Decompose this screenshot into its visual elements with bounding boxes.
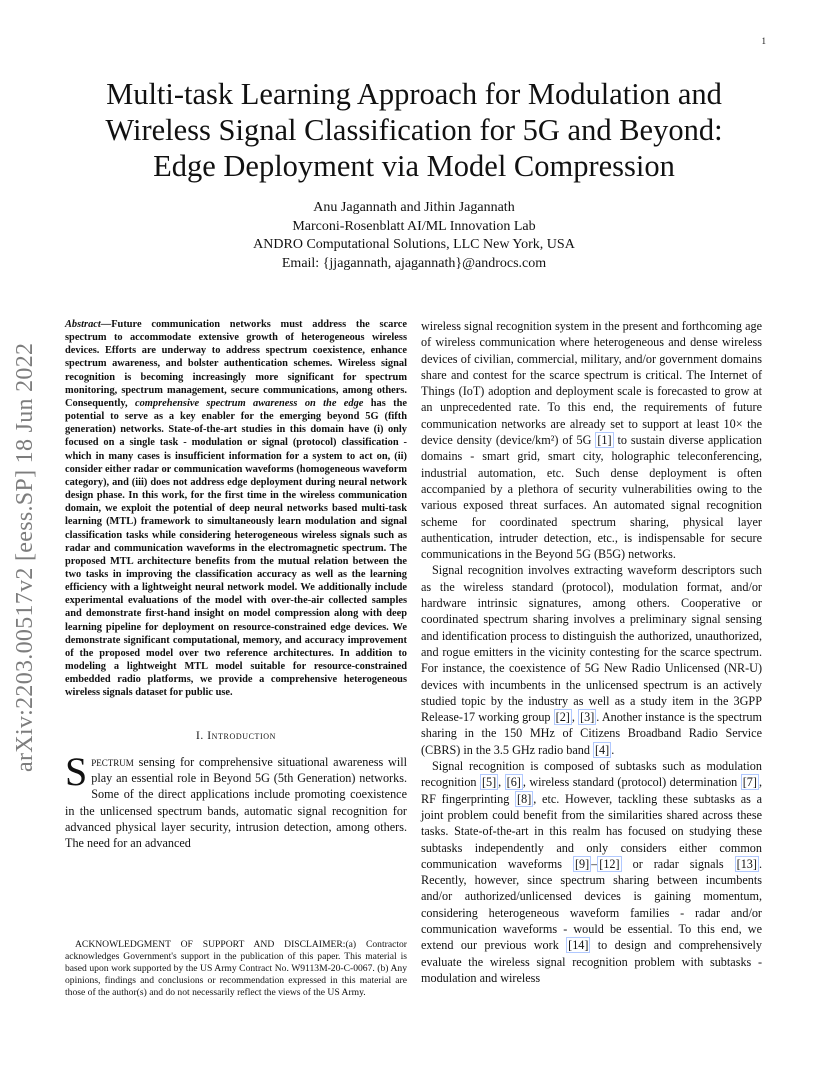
citation-link[interactable]: [12]	[599, 856, 620, 871]
abstract-emphasis: comprehensive spectrum awareness on the edge	[135, 397, 364, 409]
citation-link[interactable]: [5]	[481, 775, 497, 790]
text-run: , wireless standard (protocol) determination	[522, 775, 741, 790]
title-line: Edge Deployment via Model Compression	[153, 149, 675, 183]
intro-caps: pectrum	[91, 754, 134, 769]
text-run: .	[611, 742, 615, 757]
citation-link[interactable]: [7]	[742, 775, 757, 790]
footnote-acknowledgment: ACKNOWLEDGMENT OF SUPPORT AND DISCLAIMER:(a) Contractor acknowledges Government's support in the publication of this paper. This material is based upon work supported by the US Army Contract No. W9113M-20-C-0067. (b) Any opinions, findings and conclusions or recommendation expressed in this material are those of the author(s) and do not necessarily reflect the views of the US Army.	[65, 939, 407, 998]
text-run: , RF fingerprinting	[421, 775, 762, 806]
title-line: Wireless Signal Classification for 5G and Beyond:	[105, 113, 723, 147]
author-block	[40, 199, 788, 273]
citation-link[interactable]: [3]	[580, 710, 595, 725]
author-company: ANDRO Computational Solutions, LLC New York, USA	[253, 237, 575, 252]
arxiv-stamp: arXiv:2203.00517v2 [eess.SP] 18 Jun 2022	[12, 342, 38, 772]
abstract	[65, 318, 407, 700]
section-heading-introduction: I. Introduction	[195, 729, 277, 742]
text-run: wireless signal recognition system in the present and forthcoming age of wireless communication where heterogeneous and dense wireless devices of civilian, commercial, military, and/or government domains share and contest for the scarce spectrum is critical. The Internet of Things (IoT) adoption and deployment scale is forecasted to grow at an unprecedented rate. To this end, the requirements of future communication networks are already set to support at least 10× the device density (device/km²) of 5G	[421, 319, 762, 448]
intro-text: sensing for comprehensive situational awareness will play an essential role in Beyond 5G (5th Generation) networks. Some of the direct applications include promoting coexistence in the unlicensed spectrum bands, automatic signal recognition for advanced physical layer security, intrusion detection, among others. The need for an advanced	[65, 754, 407, 851]
body-paragraph	[421, 562, 762, 758]
left-column	[65, 318, 407, 852]
text-run: ,	[498, 775, 505, 790]
citation-link[interactable]: [14]	[568, 938, 589, 953]
text-run: to design and comprehensively evaluate the wireless signal recognition problem with subtasks - modulation and wireless	[421, 938, 762, 985]
page-number: 1	[761, 36, 766, 46]
citation-link[interactable]: [6]	[506, 775, 521, 790]
text-run: . Recently, however, since spectrum sharing between incumbents and/or authorized/unlicensed devices is gaining momentum, considering heterogeneous waveform families - radar and/or communication waveforms - would be essential. To this end, we extend our previous work	[421, 856, 762, 953]
citation-link[interactable]: [2]	[555, 710, 570, 725]
right-column	[421, 318, 762, 986]
text-run: or radar signals	[621, 856, 735, 871]
text-run: . Another instance is the spectrum sharing in the 150 MHz of Citizens Broadband Radio Service (CBRS) in the 3.5 GHz radio band	[421, 710, 762, 757]
citation-link[interactable]: [13]	[736, 856, 757, 871]
text-run: –	[591, 856, 598, 871]
citation-link[interactable]: [8]	[517, 791, 532, 806]
author-names: Anu Jagannath and Jithin Jagannath	[313, 200, 515, 215]
citation-link[interactable]: [1]	[597, 433, 612, 448]
citation-link[interactable]: [4]	[594, 742, 610, 757]
text-run: Signal recognition involves extracting waveform descriptors such as the wireless standard (protocol), modulation format, and/or hardware intrinsic signatures, among others. Cooperative or coordinated spectrum sharing involves a preliminary signal sensing and identification process to distinguish the authorized, unauthorized, and rogue emitters in the vicinity contesting for the scarce spectrum. For instance, the coexistence of 5G New Radio Unlicensed (NR-U) devices with incumbents in the unlicensed spectrum is an actively studied topic by the industry as well as a study item in the 3GPP Release-17 working group	[421, 563, 762, 725]
paper-title	[40, 76, 788, 184]
body-paragraph	[421, 758, 762, 986]
drop-cap: S	[65, 748, 88, 794]
abstract-text-2: has the potential to serve as a key enabler for the emerging beyond 5G (fifth generation) networks. State-of-the-art studies in this domain have (i) only focused on a single task - modulation or signal (protocol) classification - which in many cases is insufficient information for a system to act on, (ii) consider either radar or communication waveforms (homogeneous waveform category), and (iii) does not address edge deployment during neural network design phase. In this work, for the first time in the wireless communication domain, we exploit the potential of deep neural networks based multi-task learning (MTL) framework to simultaneously learn modulation and signal classification tasks while considering heterogeneous wireless signals such as radar and communication waveforms in the electromagnetic spectrum. The proposed MTL architecture benefits from the mutual relation between the two tasks in improving the classification accuracy as well as the learning efficiency with a lightweight neural network model. We additionally include experimental evaluations of the model with over-the-air collected samples and demonstrate first-hand insight on model compression along with deep learning pipeline for deployment on resource-constrained edge devices. We demonstrate significant computational, memory, and accuracy improvement of the proposed model over two reference architectures. In addition to modeling a lightweight MTL model suitable for resource-constrained embedded radio platforms, we provide a comprehensive heterogeneous wireless signals dataset for public use.	[65, 397, 407, 699]
text-run: ,	[571, 710, 579, 725]
abstract-lead: Abstract	[65, 319, 101, 330]
text-run: to sustain diverse application domains - smart grid, smart city, holographic teleconferencing, industrial automation, etc. Such dense deployment is often accompanied by a plethora of security vulnerabilities owing to the various exposed threat surfaces. An automated signal recognition scheme for coordinated spectrum sharing, physical layer authentication, intruder detection, etc., is indispensable for secure communications in the Beyond 5G (B5G) networks.	[421, 433, 762, 562]
citation-link[interactable]: [9]	[574, 856, 590, 871]
author-lab: Marconi-Rosenblatt AI/ML Innovation Lab	[292, 218, 536, 234]
body-paragraph	[421, 318, 762, 562]
author-email: Email: {jjagannath, ajagannath}@androcs.com	[281, 255, 547, 271]
text-run: Signal recognition is composed of subtasks such as modulation recognition	[421, 759, 762, 790]
title-line: Multi-task Learning Approach for Modulation and	[106, 77, 722, 111]
text-run: , etc. However, tackling these subtasks as a joint problem could benefit from the similarities shared across these tasks. State-of-the-art in this realm has focused on studying these subtasks independently and only considers either common communication waveforms	[421, 791, 762, 871]
abstract-text-1: —Future communication networks must address the scarce spectrum to accommodate extensive growth of heterogeneous wireless devices. Efforts are underway to address spectrum coexistence, enhance spectrum awareness, and bolster authentication schemes. Wireless signal recognition is becoming increasingly more significant for spectrum monitoring, spectrum management, secure communications, among others. Consequently,	[65, 319, 407, 409]
intro-paragraph	[65, 748, 407, 852]
